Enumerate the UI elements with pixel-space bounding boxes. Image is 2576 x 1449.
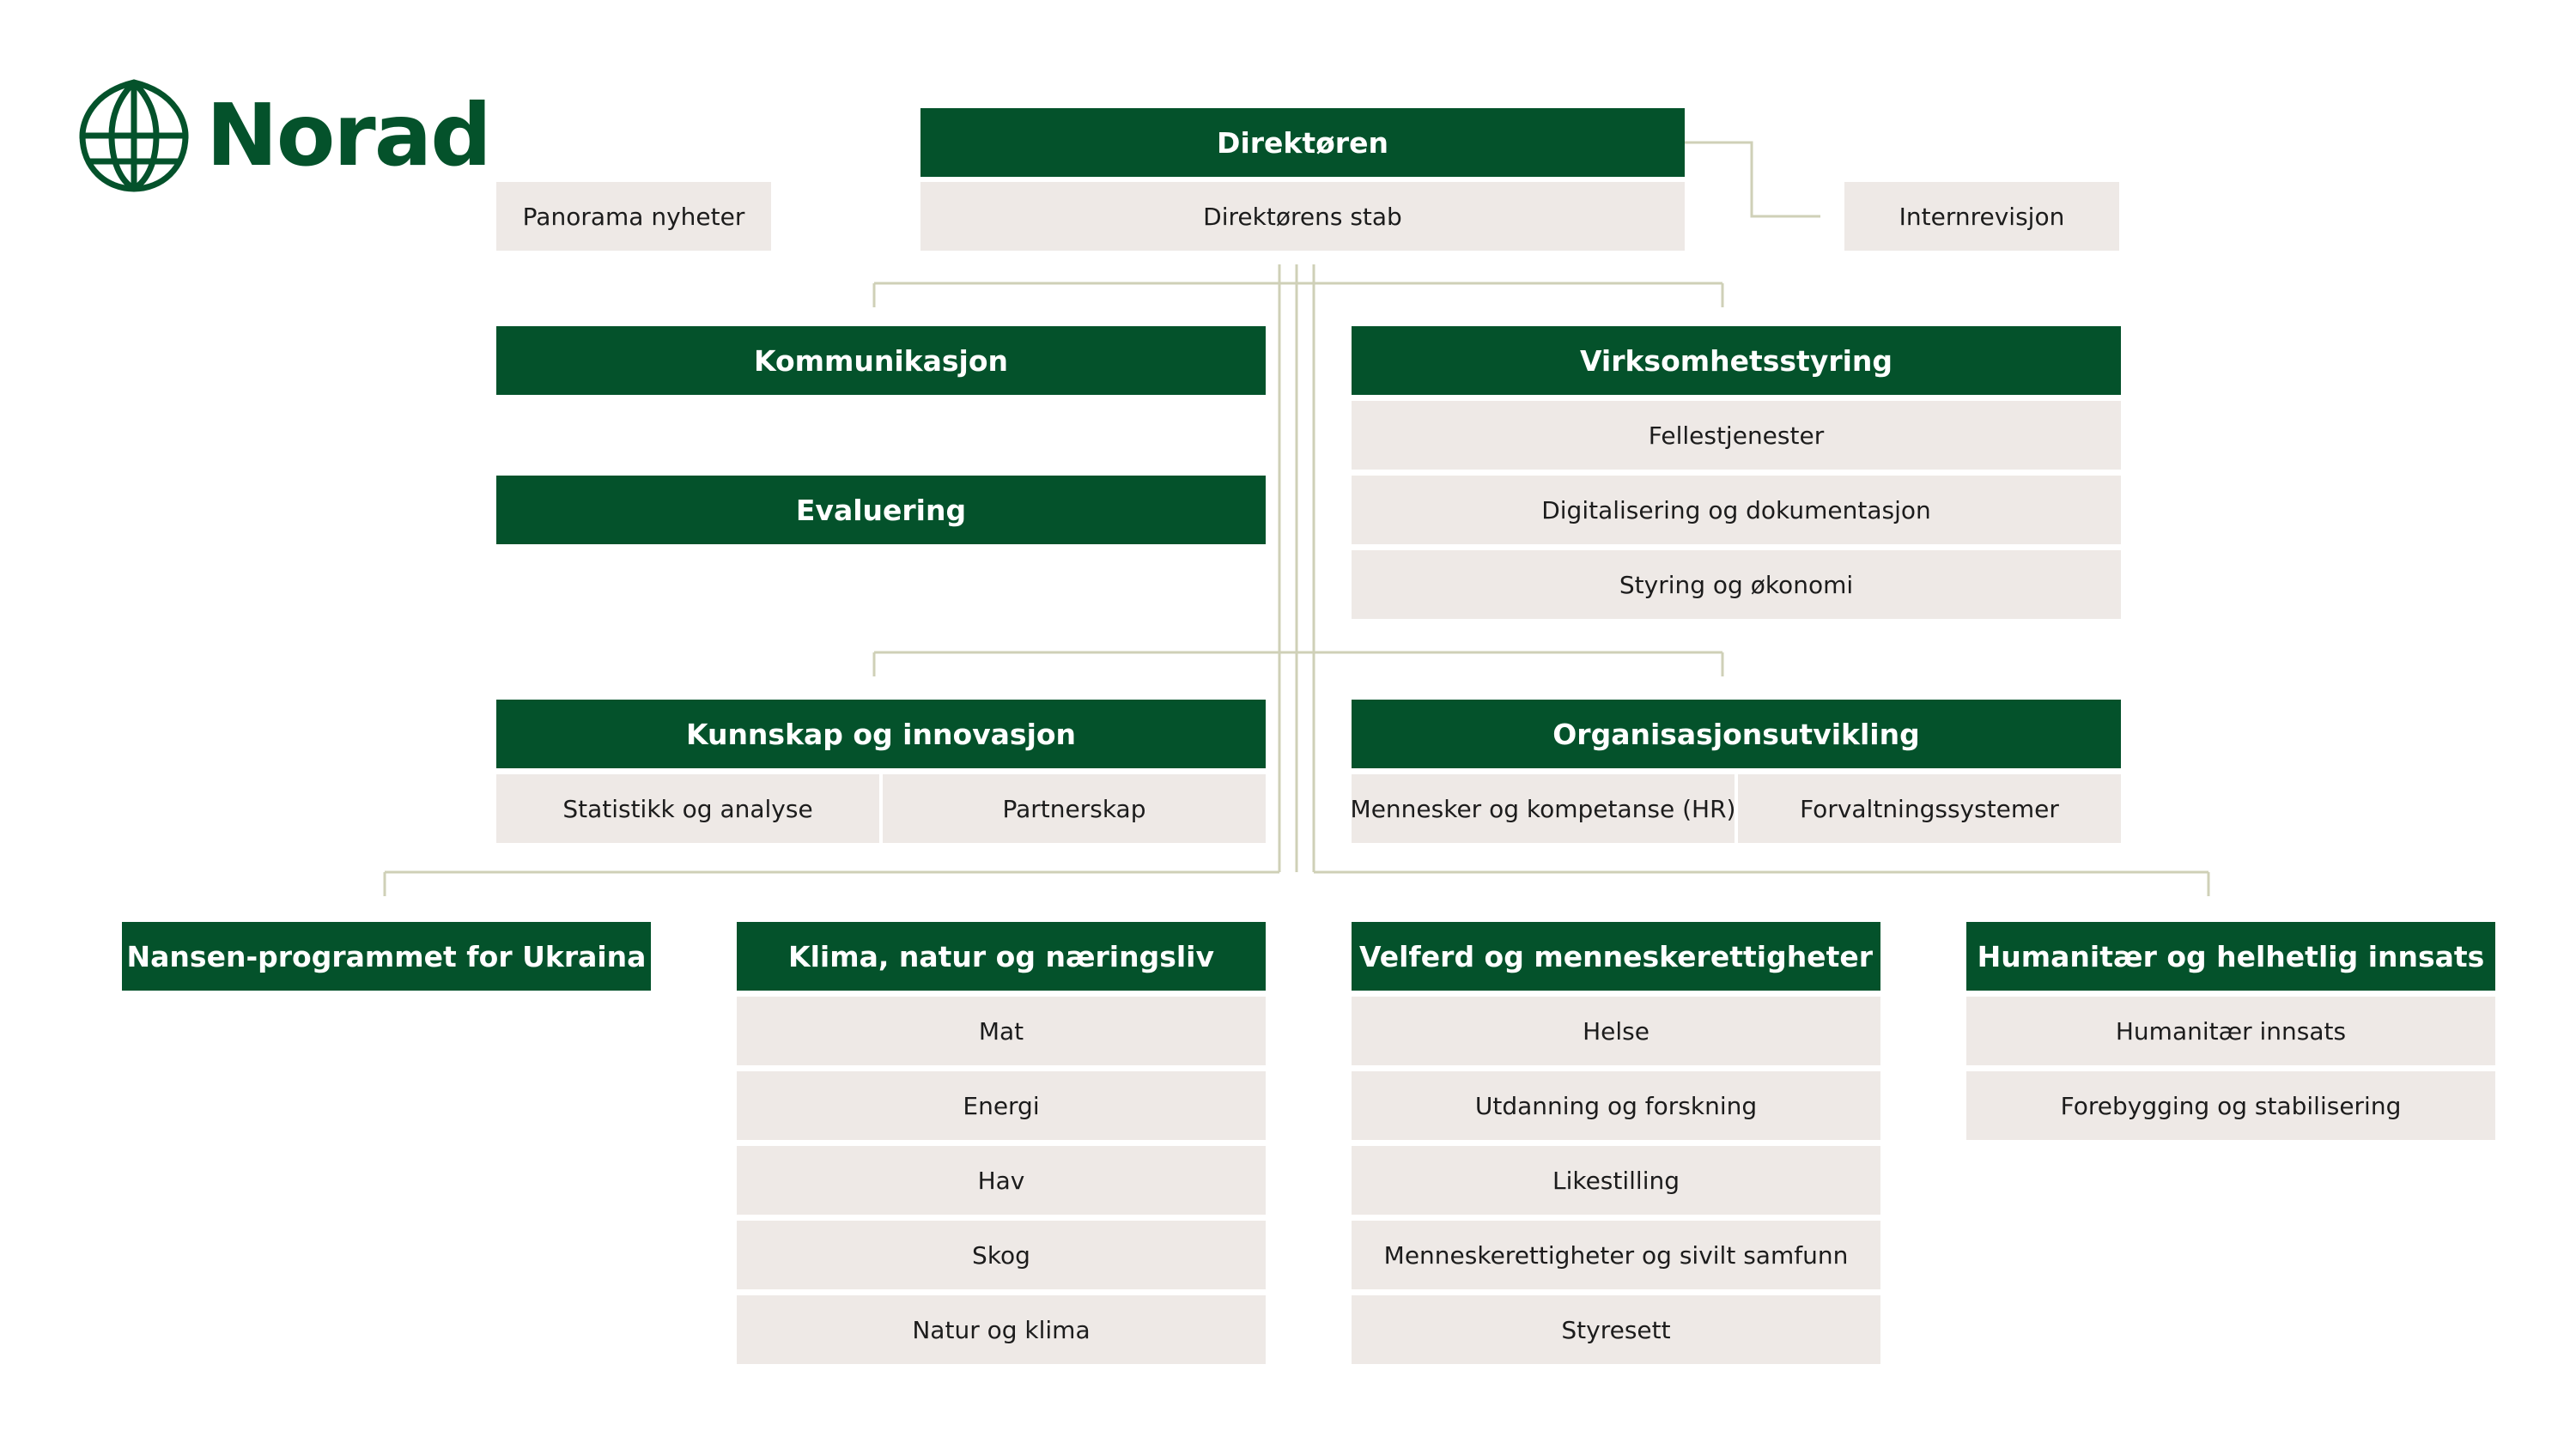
klima-unit-5[interactable] (737, 1295, 1266, 1364)
humanitaer-box[interactable] (1966, 922, 2495, 991)
unit-label: Likestilling (1552, 1166, 1680, 1195)
panorama-label: Panorama nyheter (522, 202, 745, 231)
kunnskap-label: Kunnskap og innovasjon (685, 717, 1077, 751)
unit-label: Mat (978, 1016, 1024, 1046)
humanitaer-unit-1[interactable] (1966, 997, 2495, 1065)
velferd-unit-2[interactable] (1352, 1071, 1880, 1140)
klima-label: Klima, natur og næringsliv (788, 939, 1214, 973)
director-label: Direktøren (1217, 125, 1388, 160)
velferd-unit-3[interactable] (1352, 1146, 1880, 1215)
panorama-box[interactable] (496, 182, 771, 251)
organisasjon-box[interactable] (1352, 700, 2121, 768)
unit-label: Hav (977, 1166, 1025, 1195)
unit-label: Natur og klima (912, 1315, 1091, 1344)
virksomhetsstyring-unit-3[interactable] (1352, 550, 2121, 619)
unit-label: Digitalisering og dokumentasjon (1541, 495, 1931, 524)
globe-leaf-icon (74, 76, 194, 196)
organisasjon-unit-1[interactable] (1352, 774, 1735, 843)
kunnskap-unit-2[interactable] (883, 774, 1266, 843)
unit-label: Styring og økonomi (1619, 570, 1854, 599)
organisasjon-unit-2[interactable] (1738, 774, 2121, 843)
virksomhetsstyring-label: Virksomhetsstyring (1579, 343, 1893, 378)
logo-text: Norad (206, 85, 490, 185)
virksomhetsstyring-box[interactable] (1352, 326, 2121, 395)
humanitaer-unit-2[interactable] (1966, 1071, 2495, 1140)
klima-unit-2[interactable] (737, 1071, 1266, 1140)
director-staff-label: Direktørens stab (1203, 202, 1402, 231)
internal-audit-label: Internrevisjon (1899, 202, 2065, 231)
unit-label: Partnerskap (1002, 794, 1146, 823)
klima-unit-4[interactable] (737, 1221, 1266, 1289)
kommunikasjon-label: Kommunikasjon (753, 343, 1009, 378)
virksomhetsstyring-unit-2[interactable] (1352, 476, 2121, 544)
internal-audit-box[interactable] (1844, 182, 2119, 251)
unit-label: Skog (972, 1240, 1030, 1270)
velferd-label: Velferd og menneskerettigheter (1359, 939, 1873, 973)
evaluering-label: Evaluering (795, 493, 967, 527)
nansen-label: Nansen-programmet for Ukraina (126, 939, 647, 973)
kunnskap-unit-1[interactable] (496, 774, 879, 843)
unit-label: Humanitær innsats (2115, 1016, 2347, 1046)
norad-logo (74, 76, 490, 196)
director-staff-box[interactable] (920, 182, 1685, 251)
unit-label: Statistikk og analyse (562, 794, 813, 823)
unit-label: Utdanning og forskning (1474, 1091, 1758, 1120)
klima-unit-3[interactable] (737, 1146, 1266, 1215)
klima-box[interactable] (737, 922, 1266, 991)
unit-label: Styresett (1561, 1315, 1671, 1344)
velferd-unit-4[interactable] (1352, 1221, 1880, 1289)
kunnskap-box[interactable] (496, 700, 1266, 768)
kommunikasjon-box[interactable] (496, 326, 1266, 395)
velferd-unit-1[interactable] (1352, 997, 1880, 1065)
unit-label: Fellestjenester (1648, 421, 1825, 450)
unit-label: Forebygging og stabilisering (2060, 1091, 2402, 1120)
nansen-box[interactable] (122, 922, 651, 991)
unit-label: Helse (1583, 1016, 1649, 1046)
humanitaer-label: Humanitær og helhetlig innsats (1977, 939, 2485, 973)
unit-label: Energi (963, 1091, 1040, 1120)
director-box[interactable] (920, 108, 1685, 177)
unit-label: Forvaltningssystemer (1800, 794, 2059, 823)
unit-label: Menneskerettigheter og sivilt samfunn (1383, 1240, 1849, 1270)
organisasjon-label: Organisasjonsutvikling (1552, 717, 1920, 751)
unit-label: Mennesker og kompetanse (HR) (1350, 794, 1736, 823)
velferd-box[interactable] (1352, 922, 1880, 991)
klima-unit-1[interactable] (737, 997, 1266, 1065)
velferd-unit-5[interactable] (1352, 1295, 1880, 1364)
virksomhetsstyring-unit-1[interactable] (1352, 401, 2121, 470)
evaluering-box[interactable] (496, 476, 1266, 544)
